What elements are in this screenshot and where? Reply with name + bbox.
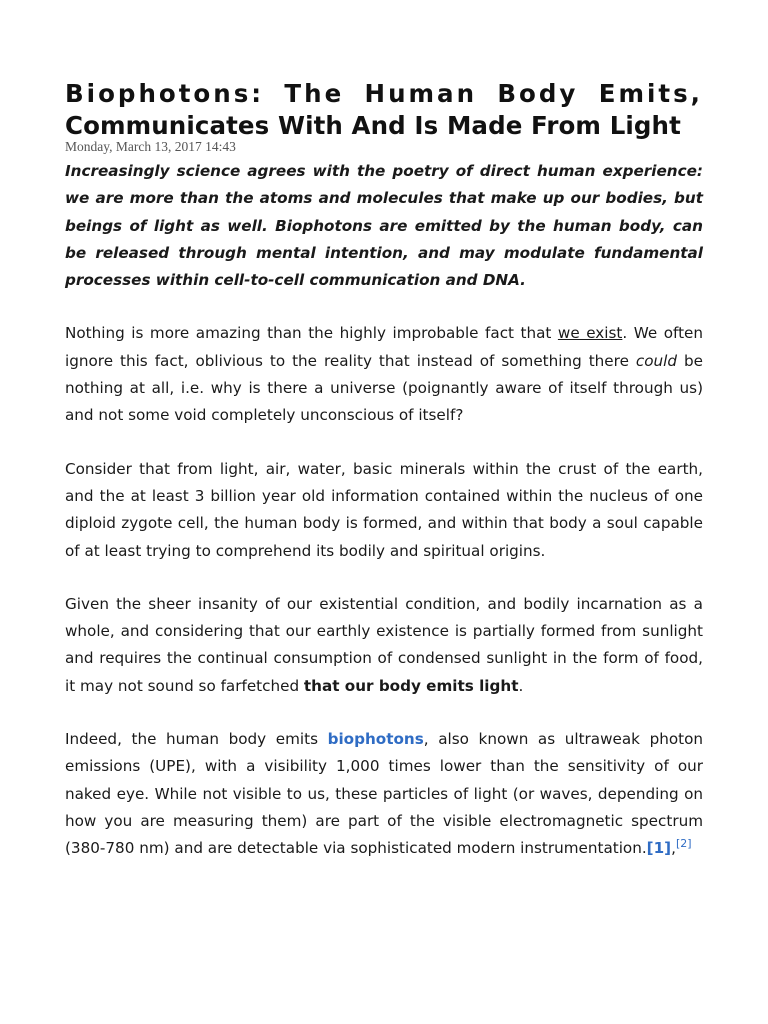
we-exist-link[interactable]: we exist xyxy=(557,324,623,343)
article-title-line-1: Biophotons: The Human Body Emits, xyxy=(65,79,703,108)
paragraph-3-text-b: . xyxy=(518,676,524,695)
article-title xyxy=(65,78,703,142)
paragraph-3 xyxy=(65,591,703,700)
paragraph-3-bold: that our body emits light xyxy=(303,676,519,695)
lead-paragraph: Increasingly science agrees with the poetry of direct human experience: we are more than the atoms and molecules that make up our bodies, but beings of light as well. Biophotons are emitted by the human body, can be released through mental intention, and may modulate fundamental processes within cell-to-cell communication and DNA. xyxy=(65,162,703,290)
reference-separator: , xyxy=(671,839,676,858)
article-title-line-2: Communicates With And Is Made From Light xyxy=(65,111,681,140)
reference-1-link[interactable]: [1] xyxy=(646,839,672,858)
paragraph-3-text-a: Given the sheer insanity of our existential condition, and bodily incarnation as a whole, and considering that our earthly existence is partially formed from sunlight and requires the continual consumption of condensed sunlight in the form of food, it may not sound so farfetched xyxy=(65,594,703,695)
paragraph-1 xyxy=(65,320,703,429)
reference-2-link[interactable]: [2] xyxy=(675,837,692,851)
paragraph-4-text-a: Indeed, the human body emits xyxy=(65,730,328,749)
article-date: Monday, March 13, 2017 14:43 xyxy=(65,139,236,154)
paragraph-2: Consider that from light, air, water, basic minerals within the crust of the earth, and the at least 3 billion year old information contained within the nucleus of one diploid zygote cell, the human body is formed, and within that body a soul capable of at least trying to comprehend its bodily and spiritual origins. xyxy=(65,459,703,560)
paragraph-4-text-b: , also known as ultraweak photon emissions (UPE), with a visibility 1,000 times lower than the sensitivity of our naked eye. While not visible to us, these particles of light (or waves, depending on how you are measuring them) are part of the visible electromagnetic spectrum (380-780 nm) and are detectable via sophisticated modern instrumentation. xyxy=(65,730,703,858)
paragraph-1-emphasis: could xyxy=(635,351,678,370)
paragraph-1-text-b: . We often ignore this fact, oblivious to the reality that instead of something there xyxy=(65,324,704,370)
biophotons-link[interactable]: biophotons xyxy=(327,730,424,749)
paragraph-1-text-a: Nothing is more amazing than the highly improbable fact that xyxy=(65,324,558,343)
paragraph-1-text-c: be nothing at all, i.e. why is there a universe (poignantly aware of itself through us) and not some void completely unconscious of itself? xyxy=(65,351,703,425)
paragraph-4 xyxy=(65,726,703,862)
